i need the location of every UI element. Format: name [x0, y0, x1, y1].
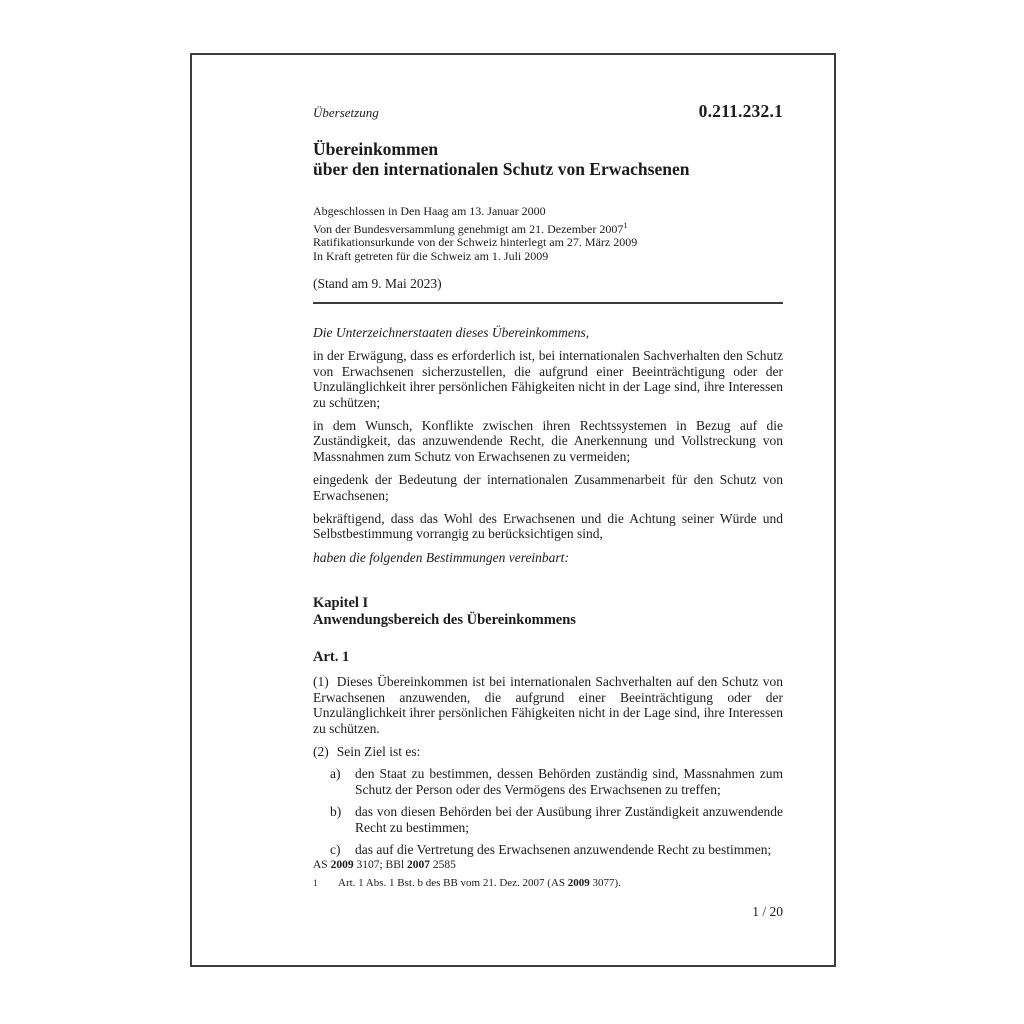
- status-date: (Stand am 9. Mai 2023): [313, 276, 442, 291]
- document-page: [190, 53, 836, 967]
- preamble-para-1: in der Erwägung, dass es erforderlich ist, bei internationalen Sachverhalten den Schutz von Erwachsenen sicherzustellen, die aufgrund einer Beeinträchtigung oder der Unzulänglichkeit ihrer persönlichen Fähigkeiten nicht in der Lage sind, ihre Interessen zu schützen;: [313, 348, 783, 410]
- list-item-label: c): [330, 841, 341, 857]
- preamble-opening: Die Unterzeichnerstaaten dieses Übereinkommens,: [313, 325, 590, 340]
- meta-in-force: In Kraft getreten für die Schweiz am 1. Juli 2009: [313, 248, 549, 263]
- meta-approved: [313, 219, 783, 237]
- preamble-para-3: eingedenk der Bedeutung der internationalen Zusammenarbeit für den Schutz von Erwachsenen;: [313, 472, 783, 503]
- meta-concluded: Abgeschlossen in Den Haag am 13. Januar 2000: [313, 204, 546, 218]
- document-title-line1: Übereinkommen: [313, 139, 439, 159]
- article-1-para-2: [313, 744, 783, 759]
- para-number: (1): [313, 674, 329, 690]
- footnote-1: [313, 876, 783, 890]
- meta-ratified: Ratifikationsurkunde von der Schweiz hinterlegt am 27. März 2009: [313, 235, 638, 249]
- document-meta: [313, 205, 783, 263]
- para-text: Sein Ziel ist es:: [336, 743, 421, 759]
- ref-mid: 3107; BBl: [353, 859, 407, 871]
- ref-as-year: 2009: [330, 859, 354, 871]
- page-content: [313, 55, 783, 857]
- list-item-label: b): [330, 804, 342, 820]
- para-number: (2): [313, 743, 329, 759]
- para-text: Dieses Übereinkommen ist bei internationalen Sachverhalten auf den Schutz von Erwachsenen anzuwenden, die aufgrund einer Beeinträchtigung oder der Unzulänglichkeit ihrer persönlichen Fähigkeiten nicht in der Lage sind, ihre Interessen zu schützen.: [313, 674, 783, 736]
- list-item-text: das von diesen Behörden bei der Ausübung ihrer Zuständigkeit anzuwendende Recht zu bestimmen;: [355, 804, 783, 835]
- sr-number: 0.211.232.1: [698, 101, 783, 121]
- list-item-a: [313, 766, 783, 797]
- list-item-text: das auf die Vertretung des Erwachsenen anzuwendende Recht zu bestimmen;: [355, 841, 772, 857]
- meta-approved-text: Von der Bundesversammlung genehmigt am 21. Dezember 2007: [313, 221, 624, 236]
- article-1-body: [313, 674, 783, 857]
- list-item-label: a): [330, 766, 341, 782]
- preamble-closing: haben die folgenden Bestimmungen vereinbart:: [313, 549, 569, 565]
- document-title-line2: über den internationalen Schutz von Erwachsenen: [313, 159, 690, 179]
- article-1-list: [313, 766, 783, 857]
- footnote-1-before: Art. 1 Abs. 1 Bst. b des BB vom 21. Dez. 2007 (AS: [338, 877, 568, 889]
- article-1-para-1: [313, 674, 783, 736]
- preamble: [313, 325, 783, 565]
- chapter-1-heading: [313, 595, 783, 629]
- page-header: [313, 101, 783, 122]
- footnote-1-after: 3077).: [589, 877, 621, 889]
- list-item-text: den Staat zu bestimmen, dessen Behörden zuständig sind, Massnahmen zum Schutz der Person oder des Vermögens des Erwachsenen zu treffen;: [355, 766, 783, 797]
- preamble-para-4: bekräftigend, dass das Wohl des Erwachsenen und die Achtung seiner Würde und Selbstbestimmung vorrangig zu berücksichtigen sind,: [313, 511, 783, 542]
- article-1-heading: Art. 1: [313, 649, 350, 666]
- translation-label: Übersetzung: [313, 105, 379, 120]
- ref-as-prefix: AS: [313, 859, 331, 871]
- chapter-1-label: Kapitel I: [313, 595, 369, 612]
- chapter-1-title: Anwendungsbereich des Übereinkommens: [313, 612, 576, 629]
- footnote-1-year: 2009: [567, 877, 590, 889]
- preamble-para-2: in dem Wunsch, Konflikte zwischen ihren Rechtssystemen in Bezug auf die Zuständigkeit, das anzuwendende Recht, die Anerkennung und Vollstreckung von Massnahmen zum Schutz von Erwachsenen zu vermeiden;: [313, 418, 783, 464]
- page-number: 1 / 20: [752, 904, 783, 919]
- footnote-block: [313, 858, 783, 890]
- footnote-1-marker: 1: [313, 878, 318, 888]
- document-title: [313, 139, 783, 179]
- footnote-1-text: [338, 876, 783, 890]
- ref-suffix: 2585: [429, 859, 456, 871]
- header-divider: [313, 302, 783, 304]
- reference-line: [313, 858, 783, 872]
- list-item-b: [313, 804, 783, 835]
- ref-bbl-year: 2007: [406, 859, 430, 871]
- list-item-c: [313, 842, 783, 857]
- footnote-ref-1: 1: [623, 219, 628, 230]
